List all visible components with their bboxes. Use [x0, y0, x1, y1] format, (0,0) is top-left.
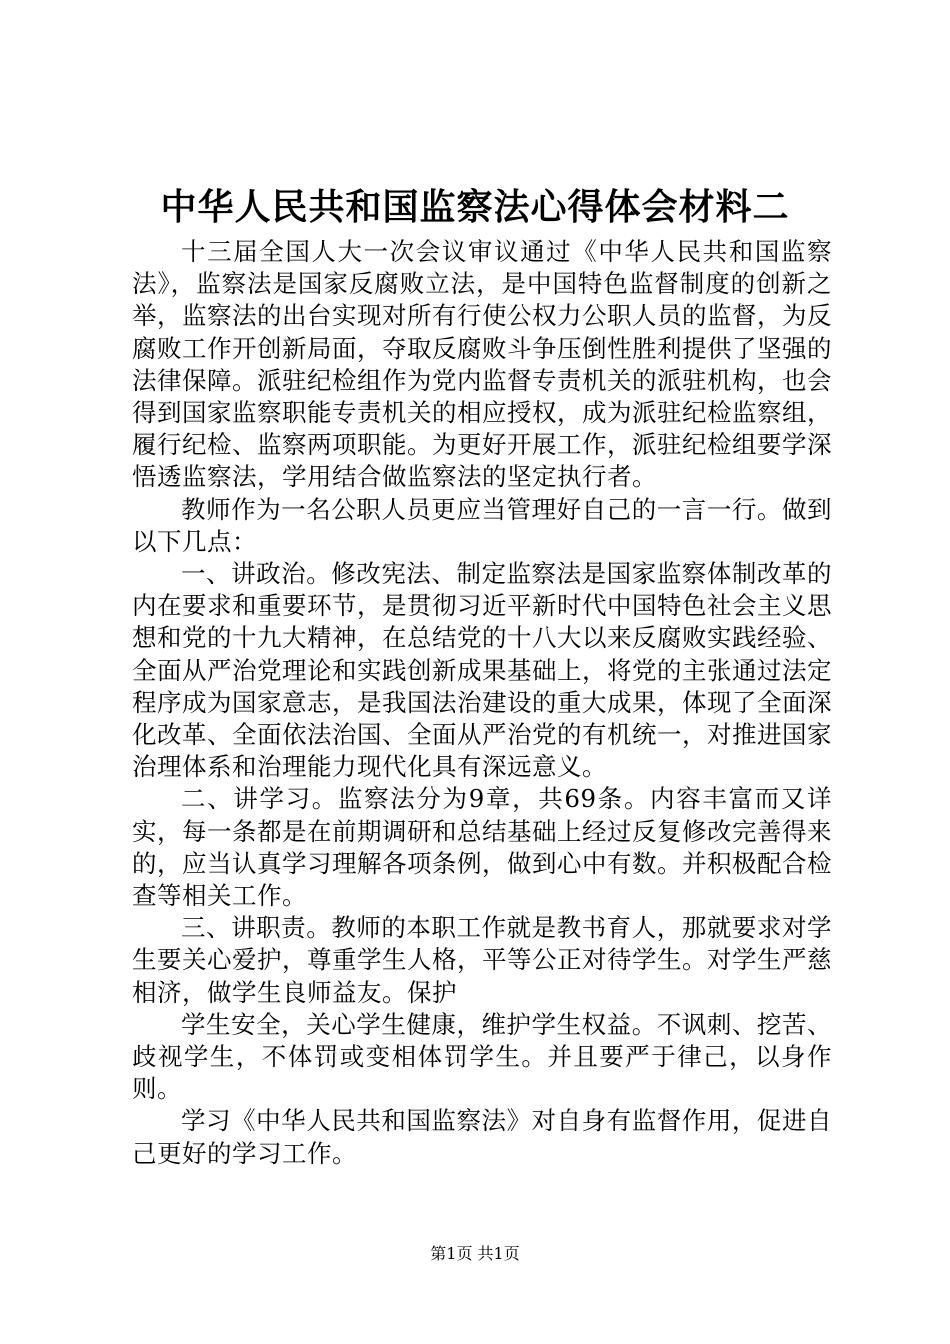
page-footer: 第1页 共1页 [430, 1244, 520, 1263]
document-body [132, 236, 832, 1170]
paragraph-teacher-duty: 教师作为一名公职人员更应当管理好自己的一言一行。做到以下几点： [132, 494, 832, 556]
paragraph-politics: 一、讲政治。修改宪法、制定监察法是国家监察体制改革的内在要求和重要环节，是贯彻习近平新时代中国特色社会主义思想和党的十九大精神，在总结党的十八大以来反腐败实践经验、全面从严治党理论和实践创新成果基础上，将党的主张通过法定程序成为国家意志，是我国法治建设的重大成果，体现了全面深化改革、全面依法治国、全面从严治党的有机统一，对推进国家治理体系和治理能力现代化具有深远意义。 [132, 559, 832, 782]
paragraph-student-safety: 学生安全，关心学生健康，维护学生权益。不讽刺、挖苦、歧视学生，不体罚或变相体罚学生。并且要严于律己，以身作则。 [132, 1009, 832, 1104]
paragraph-intro: 十三届全国人大一次会议审议通过《中华人民共和国监察法》，监察法是国家反腐败立法，是中国特色监督制度的创新之举，监察法的出台实现对所有行使公权力公职人员的监督，为反腐败工作开创新局面，夺取反腐败斗争压倒性胜利提供了坚强的法律保障。派驻纪检组作为党内监督专责机关的派驻机构，也会得到国家监察职能专责机关的相应授权，成为派驻纪检监察组，履行纪检、监察两项职能。为更好开展工作，派驻纪检组要学深悟透监察法，学用结合做监察法的坚定执行者。 [132, 237, 832, 492]
paragraph-responsibility: 三、讲职责。教师的本职工作就是教书育人，那就要求对学生要关心爱护，尊重学生人格，平等公正对待学生。对学生严慈相济，做学生良师益友。保护 [132, 913, 832, 1007]
paragraph-conclusion: 学习《中华人民共和国监察法》对自身有监督作用，促进自己更好的学习工作。 [132, 1106, 832, 1168]
document-title: 中华人民共和国监察法心得体会材料二 [160, 187, 790, 228]
paragraph-study: 二、讲学习。监察法分为9章，共69条。内容丰富而又详实，每一条都是在前期调研和总结基础上经过反复修改完善得来的，应当认真学习理解各项条例，做到心中有数。并积极配合检查等相关工作。 [132, 784, 832, 911]
